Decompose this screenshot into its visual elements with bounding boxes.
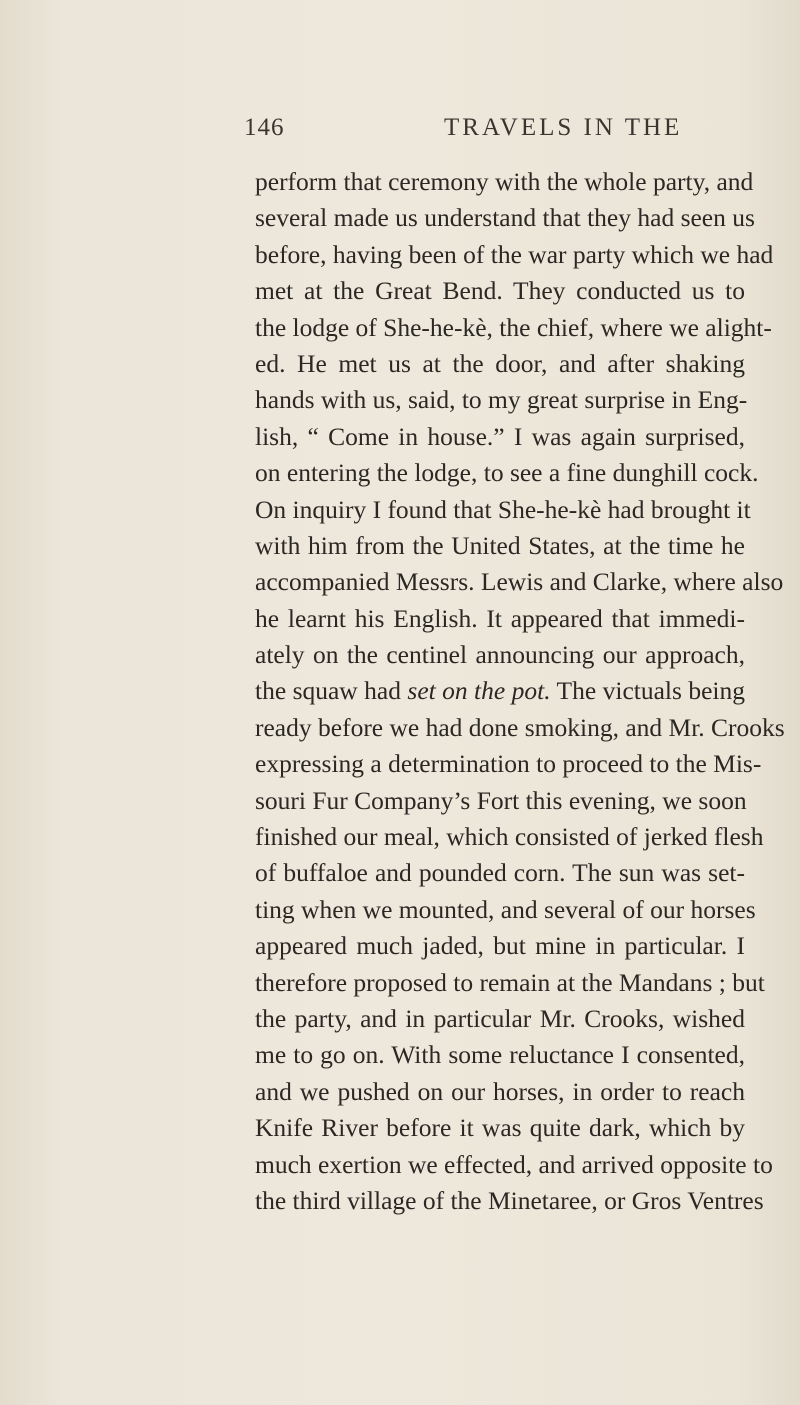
text-line: expressing a determination to proceed to the Mis- xyxy=(255,749,762,779)
text-line: ed. He met us at the door, and after shaking xyxy=(255,348,745,378)
text-line: on entering the lodge, to see a fine dunghill cock. xyxy=(255,458,759,488)
text-line: with him from the United States, at the time he xyxy=(255,530,745,560)
italic-before: the squaw had xyxy=(255,676,408,706)
text-line: Knife River before it was quite dark, which by xyxy=(255,1113,745,1143)
text-line: accompanied Messrs. Lewis and Clarke, where also xyxy=(255,567,784,597)
text-line: souri Fur Company’s Fort this evening, we soon xyxy=(255,785,747,815)
text-line: met at the Great Bend. They conducted us to xyxy=(255,276,745,306)
text-line: of buffaloe and pounded corn. The sun was set- xyxy=(255,858,745,888)
text-line: finished our meal, which consisted of jerked flesh xyxy=(255,822,764,852)
text-line: the lodge of She-he-kè, the chief, where we alight- xyxy=(255,312,772,342)
running-head xyxy=(0,114,800,154)
italic-phrase: set on the pot. xyxy=(407,676,551,706)
page-number: 146 xyxy=(244,114,285,141)
text-line: ately on the centinel announcing our approach, xyxy=(255,640,745,670)
text-line: On inquiry I found that She-he-kè had brought it xyxy=(255,494,751,524)
text-line: perform that ceremony with the whole party, and xyxy=(255,167,754,196)
text-line: ting when we mounted, and several of our horses xyxy=(255,894,756,924)
text-line: the third village of the Minetaree, or Gros Ventres xyxy=(255,1185,764,1215)
text-line: appeared much jaded, but mine in particular. I xyxy=(255,931,745,961)
italic-after: The victuals being xyxy=(550,676,745,706)
running-title: TRAVELS IN THE xyxy=(444,114,683,141)
body-text xyxy=(255,164,785,1219)
text-line: and we pushed on our horses, in order to reach xyxy=(255,1076,745,1106)
text-line: several made us understand that they had seen us xyxy=(255,203,755,233)
text-line: he learnt his English. It appeared that immedi- xyxy=(255,603,745,633)
text-line: the party, and in particular Mr. Crooks, wished xyxy=(255,1003,745,1033)
text-line: lish, “ Come in house.” I was again surprised, xyxy=(255,421,745,451)
text-line: much exertion we effected, and arrived opposite to xyxy=(255,1149,773,1179)
text-line-italic xyxy=(255,673,745,709)
text-line: before, having been of the war party which we had xyxy=(255,239,774,269)
text-line: hands with us, said, to my great surprise in Eng- xyxy=(255,385,748,415)
text-line: ready before we had done smoking, and Mr. Crooks xyxy=(255,712,785,742)
text-line: therefore proposed to remain at the Mandans ; but xyxy=(255,967,765,997)
text-line: me to go on. With some reluctance I consented, xyxy=(255,1040,745,1070)
